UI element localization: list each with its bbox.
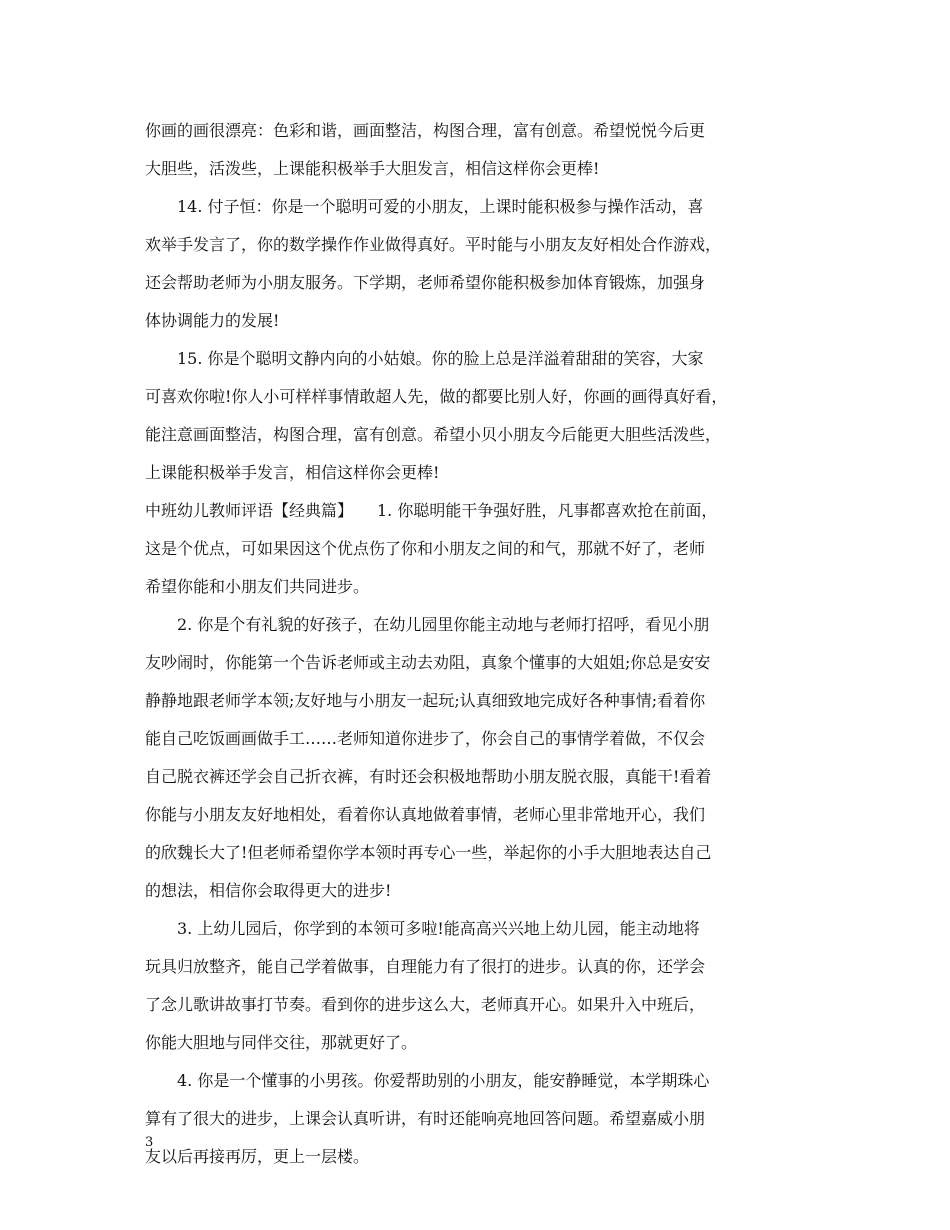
text-line: 可喜欢你啦!你人小可样样事情敢超人先，做的都要比别人好，你画的画得真好看， [145, 387, 728, 406]
text-line: 你画的画很漂亮：色彩和谐，画面整洁，构图合理，富有创意。希望悦悦今后更 [145, 121, 706, 140]
text-line: 能自己吃饭画画做手工……老师知道你进步了，你会自己的事情学着做，不仅会 [145, 729, 706, 748]
text-line: 中班幼儿教师评语【经典篇】 1. 你聪明能干争强好胜，凡事都喜欢抢在前面， [145, 501, 718, 520]
text-line: 15. 你是个聪明文静内向的小姑娘。你的脸上总是洋溢着甜甜的笑容，大家 [177, 349, 704, 368]
text-line: 上课能积极举手发言，相信这样你会更棒! [145, 463, 440, 482]
text-line: 自己脱衣裤还学会自己折衣裤，有时还会积极地帮助小朋友脱衣服，真能干!看着 [145, 767, 712, 786]
text-line: 静静地跟老师学本领;友好地与小朋友一起玩;认真细致地完成好各种事情;看着你 [145, 691, 706, 710]
text-line: 算有了很大的进步，上课会认真听讲，有时还能响亮地回答问题。希望嘉威小朋 [145, 1109, 706, 1128]
text-line: 能注意画面整洁，构图合理，富有创意。希望小贝小朋友今后能更大胆些活泼些， [145, 425, 722, 444]
text-line: 2. 你是个有礼貌的好孩子，在幼儿园里你能主动地与老师打招呼，看见小朋 [177, 615, 710, 634]
text-line: 体协调能力的发展! [145, 311, 280, 330]
page-number: 3 [145, 1135, 154, 1150]
text-line: 友以后再接再厉，更上一层楼。 [145, 1147, 370, 1166]
text-line: 的欣魏长大了!但老师希望你学本领时再专心一些，举起你的小手大胆地表达自己 [145, 843, 712, 862]
text-line: 还会帮助老师为小朋友服务。下学期，老师希望你能积极参加体育锻炼，加强身 [145, 273, 706, 292]
text-line: 你能大胆地与同伴交往，那就更好了。 [145, 1033, 418, 1052]
text-line: 这是个优点，可如果因这个优点伤了你和小朋友之间的和气，那就不好了，老师 [145, 539, 706, 558]
text-line: 大胆些，活泼些，上课能积极举手大胆发言，相信这样你会更棒! [145, 159, 600, 178]
text-line: 14. 付子恒：你是一个聪明可爱的小朋友，上课时能积极参与操作活动，喜 [177, 197, 704, 216]
text-line: 3. 上幼儿园后，你学到的本领可多啦!能高高兴兴地上幼儿园，能主动地将 [177, 919, 700, 938]
text-line: 的想法，相信你会取得更大的进步! [145, 881, 392, 900]
text-line: 你能与小朋友友好地相处，看着你认真地做着事情，老师心里非常地开心，我们 [145, 805, 706, 824]
document-body [145, 112, 825, 1176]
text-line: 希望你能和小朋友们共同进步。 [145, 577, 370, 596]
text-line: 了念儿歌讲故事打节奏。看到你的进步这么大，老师真开心。如果升入中班后， [145, 995, 706, 1014]
text-line: 4. 你是一个懂事的小男孩。你爱帮助别的小朋友，能安静睡觉，本学期珠心 [177, 1071, 710, 1090]
text-line: 友吵闹时，你能第一个告诉老师或主动去劝阻，真象个懂事的大姐姐;你总是安安 [145, 653, 711, 672]
text-line: 玩具归放整齐，能自己学着做事，自理能力有了很打的进步。认真的你，还学会 [145, 957, 706, 976]
text-line: 欢举手发言了，你的数学操作作业做得真好。平时能与小朋友友好相处合作游戏， [145, 235, 722, 254]
